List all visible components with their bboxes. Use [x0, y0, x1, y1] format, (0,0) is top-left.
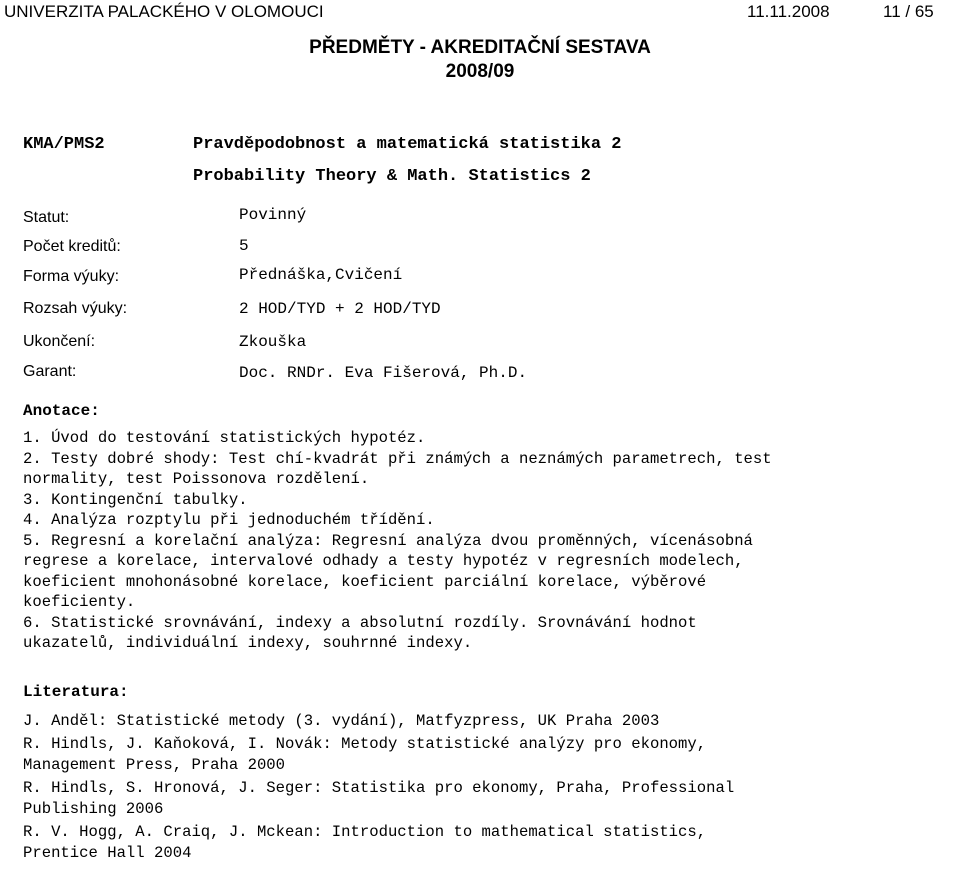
- field-label-credits: Počet kreditů:: [23, 238, 121, 255]
- field-label-scope: Rozsah výuky:: [23, 300, 128, 317]
- course-name-en: Probability Theory & Math. Statistics 2: [193, 167, 591, 186]
- literature-entry: J. Anděl: Statistické metody (3. vydání), Matfyzpress, UK Praha 2003: [23, 712, 660, 730]
- university-name: UNIVERZITA PALACKÉHO V OLOMOUCI: [4, 2, 324, 21]
- literature-list: [23, 711, 959, 864]
- field-label-completion: Ukončení:: [23, 333, 96, 350]
- annotation-line: regrese a korelace, intervalové odhady a testy hypotéz v regresních modelech,: [23, 552, 744, 570]
- annotation-line: koeficienty.: [23, 593, 136, 611]
- literature-entry: R. Hindls, J. Kaňoková, I. Novák: Metody statistické analýzy pro ekonomy,: [23, 735, 707, 753]
- literature-entry: R. V. Hogg, A. Craiq, J. Mckean: Introduction to mathematical statistics,: [23, 823, 707, 841]
- field-value-credits: 5: [239, 237, 249, 255]
- field-label-status: Statut:: [23, 209, 70, 226]
- annotation-line: 2. Testy dobré shody: Test chí-kvadrát při známých a neznámých parametrech, test: [23, 449, 772, 468]
- annotation-line: 4. Analýza rozptylu při jednoduchém třídění.: [23, 511, 435, 529]
- annotation-line: 5. Regresní a korelační analýza: Regresní analýza dvou proměnných, vícenásobná: [23, 531, 753, 550]
- annotation-line: ukazatelů, individuální indexy, souhrnné indexy.: [23, 634, 473, 652]
- course-code: KMA/PMS2: [23, 135, 105, 154]
- course-name-cz: Pravděpodobnost a matematická statistika 2: [193, 135, 622, 154]
- literature-entry-cont: Management Press, Praha 2000: [23, 756, 286, 774]
- literature-entry-cont: Prentice Hall 2004: [23, 844, 192, 862]
- annotation-text: [23, 428, 959, 654]
- literature-heading: Literatura:: [23, 683, 129, 701]
- field-value-scope: 2 HOD/TYD + 2 HOD/TYD: [239, 300, 441, 318]
- report-title: PŘEDMĚTY - AKREDITAČNÍ SESTAVA: [309, 37, 651, 58]
- field-value-status: Povinný: [239, 206, 307, 224]
- annotation-line: 6. Statistické srovnávání, indexy a absolutní rozdíly. Srovnávání hodnot: [23, 613, 697, 632]
- literature-entry-cont: Publishing 2006: [23, 800, 164, 818]
- field-value-form: Přednáška,Cvičení: [239, 266, 403, 284]
- annotation-line: koeficient mnohonásobné korelace, koeficient parciální korelace, výběrové: [23, 572, 707, 591]
- field-value-completion: Zkouška: [239, 333, 307, 351]
- literature-entry: R. Hindls, S. Hronová, J. Seger: Statistika pro ekonomy, Praha, Professional: [23, 779, 735, 797]
- field-label-guarantor: Garant:: [23, 363, 77, 380]
- page-number: 11 / 65: [883, 2, 934, 21]
- annotation-line: 1. Úvod do testování statistických hypotéz.: [23, 429, 426, 447]
- report-date: 11.11.2008: [747, 2, 830, 21]
- annotation-line: normality, test Poissonova rozdělení.: [23, 470, 370, 488]
- annotation-line: 3. Kontingenční tabulky.: [23, 490, 248, 509]
- field-value-guarantor: Doc. RNDr. Eva Fišerová, Ph.D.: [239, 364, 528, 382]
- annotation-heading: Anotace:: [23, 402, 100, 420]
- report-year: 2008/09: [445, 61, 515, 82]
- field-label-form: Forma výuky:: [23, 268, 120, 285]
